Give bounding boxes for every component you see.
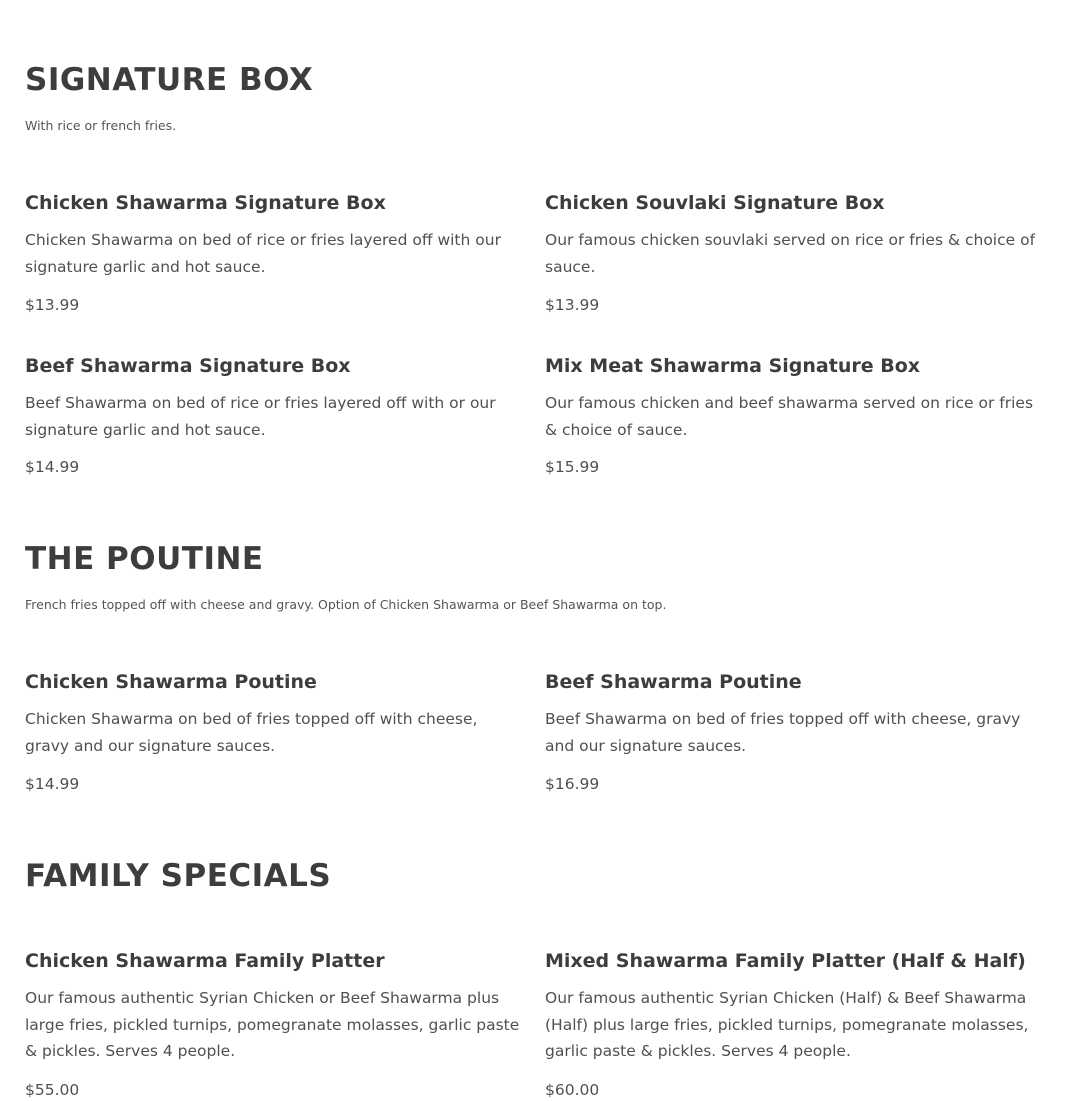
section-description: With rice or french fries. [25, 118, 177, 133]
section-title: FAMILY SPECIALS [25, 858, 332, 894]
section-description: French fries topped off with cheese and gravy. Option of Chicken Shawarma or Beef Shawarma on top. [25, 597, 667, 612]
menu-item-description: Beef Shawarma on bed of fries topped off with cheese, gravy and our signature sauces. [545, 710, 1021, 755]
menu-item-name: Beef Shawarma Signature Box [25, 355, 351, 377]
menu-item-description: Our famous authentic Syrian Chicken or Beef Shawarma plus large fries, pickled turnips, pomegranate molasses, garlic paste & pickles. Serves 4 people. [25, 989, 520, 1060]
menu-item-description: Beef Shawarma on bed of rice or fries layered off with or our signature garlic and hot sauce. [25, 394, 496, 439]
menu-item-price: $13.99 [545, 296, 600, 314]
menu-item-price: $14.99 [25, 458, 80, 476]
menu-item-name: Chicken Shawarma Family Platter [25, 950, 385, 972]
menu-item-price: $13.99 [25, 296, 80, 314]
section-title: THE POUTINE [25, 541, 264, 577]
menu-item-name: Chicken Souvlaki Signature Box [545, 192, 885, 214]
menu-item-name: Mixed Shawarma Family Platter (Half & Half) [545, 950, 1026, 972]
menu-item-description: Chicken Shawarma on bed of rice or fries layered off with our signature garlic and hot sauce. [25, 231, 501, 276]
menu-item-price: $16.99 [545, 775, 600, 793]
menu-item-description: Chicken Shawarma on bed of fries topped off with cheese, gravy and our signature sauces. [25, 710, 478, 755]
menu-item-name: Chicken Shawarma Poutine [25, 671, 317, 693]
section-title: SIGNATURE BOX [25, 62, 314, 98]
menu-item-price: $15.99 [545, 458, 600, 476]
menu-item-description: Our famous authentic Syrian Chicken (Half) & Beef Shawarma (Half) plus large fries, pickled turnips, pomegranate molasses, garlic paste & pickles. Serves 4 people. [545, 989, 1029, 1060]
menu-item-price: $60.00 [545, 1081, 600, 1099]
menu-item-name: Chicken Shawarma Signature Box [25, 192, 386, 214]
menu-item-name: Mix Meat Shawarma Signature Box [545, 355, 921, 377]
menu-item-name: Beef Shawarma Poutine [545, 671, 802, 693]
menu-item-description: Our famous chicken and beef shawarma served on rice or fries & choice of sauce. [545, 394, 1034, 439]
menu-item-description: Our famous chicken souvlaki served on rice or fries & choice of sauce. [545, 231, 1036, 276]
menu-item-price: $14.99 [25, 775, 80, 793]
menu-item-price: $55.00 [25, 1081, 80, 1099]
